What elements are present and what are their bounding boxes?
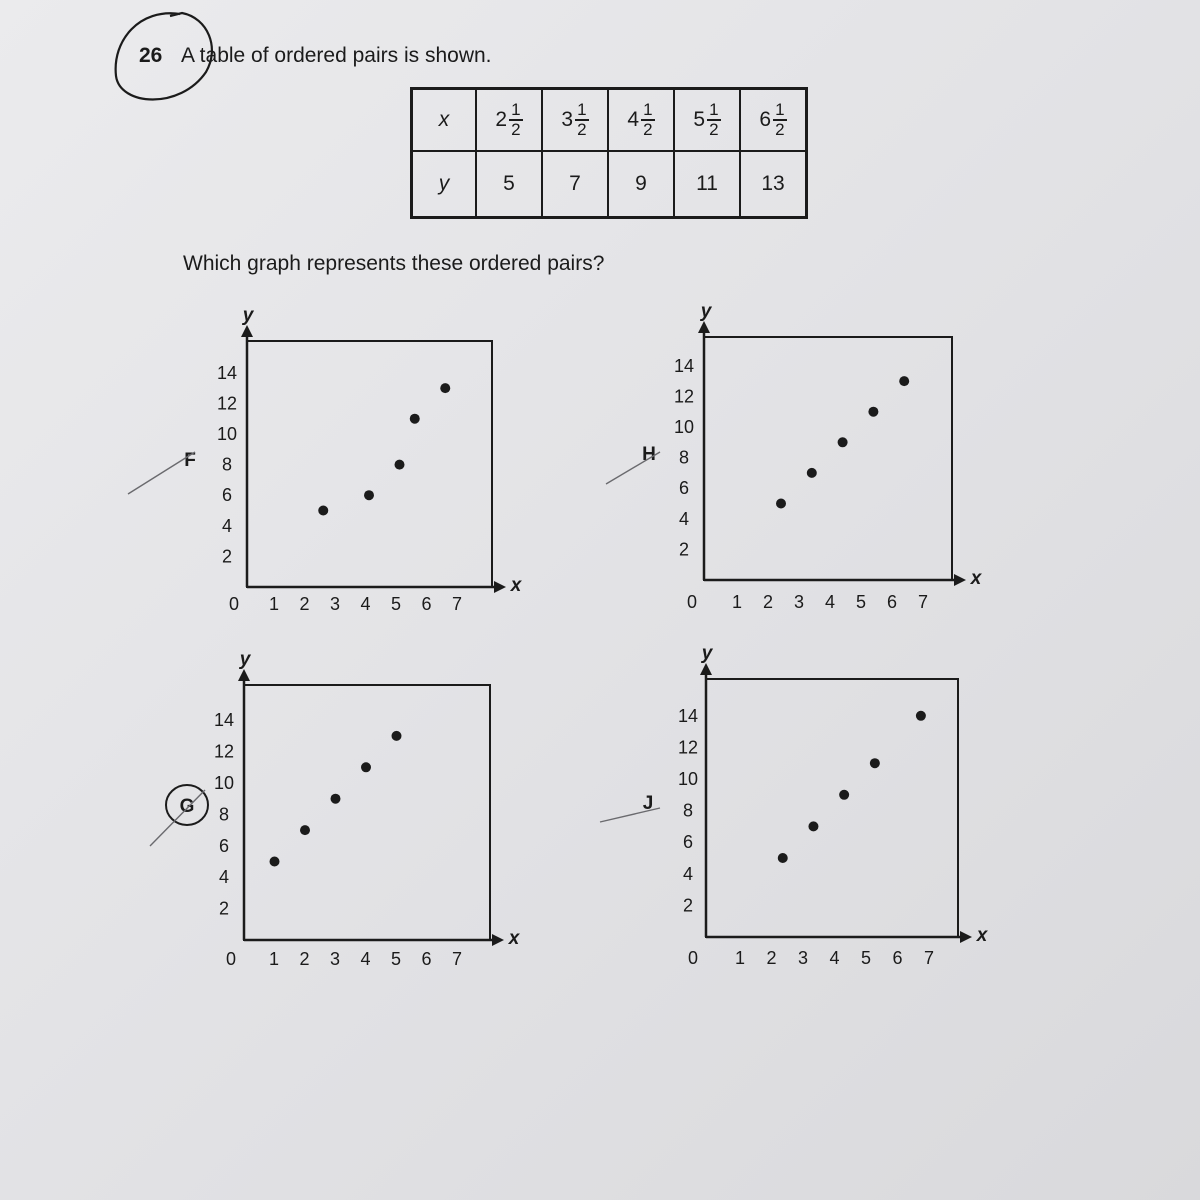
x-axis-arrow (954, 574, 966, 586)
pencil-mark (606, 452, 660, 484)
question-prompt: Which graph represents these ordered pairs? (183, 252, 605, 275)
data-point (868, 407, 878, 417)
data-point (916, 711, 926, 721)
data-point (364, 490, 374, 500)
x-tick-label: 7 (451, 949, 463, 969)
x-axis-arrow (492, 934, 504, 946)
y-tick-label: 2 (218, 898, 230, 919)
question-number: 26 (139, 44, 163, 67)
x-axis-label: x (510, 575, 522, 596)
plot-frame (244, 685, 490, 940)
y-axis-arrow (238, 669, 250, 681)
y-axis-label: y (239, 649, 251, 670)
data-point (300, 825, 310, 835)
x-tick-label: 4 (829, 948, 840, 968)
x-tick-label: 3 (797, 948, 809, 968)
x-value: 5 $\frac{1}{2}$ (674, 89, 740, 152)
y-value: 9 (608, 151, 674, 218)
y-axis-label: y (701, 643, 713, 664)
x-tick-label: 3 (329, 594, 341, 614)
graph-option-g (150, 649, 521, 969)
question-text: A table of ordered pairs is shown. (181, 44, 492, 67)
graph-option-f (128, 305, 523, 614)
y-tick-label: 6 (218, 835, 230, 856)
x-tick-label: 5 (860, 948, 872, 968)
pencil-mark (128, 452, 195, 494)
x-tick-label: 5 (855, 592, 867, 612)
data-point (778, 853, 788, 863)
plot-frame (247, 341, 492, 587)
x-header: x (412, 89, 477, 152)
data-point (440, 383, 450, 393)
origin-label: 0 (686, 592, 698, 612)
y-value: 13 (740, 151, 807, 218)
x-tick-label: 1 (268, 949, 280, 969)
x-axis-label: x (970, 568, 982, 589)
option-letter: G (179, 796, 195, 817)
y-header: y (412, 151, 477, 218)
y-tick-label: 2 (221, 546, 233, 567)
x-tick-label: 6 (421, 949, 432, 969)
y-tick-label: 8 (221, 454, 233, 475)
y-tick-label: 10 (216, 424, 238, 444)
data-point (318, 506, 328, 516)
origin-label: 0 (687, 948, 699, 968)
x-tick-label: 3 (793, 592, 805, 612)
option-letter: J (642, 793, 654, 814)
x-tick-label: 7 (917, 592, 929, 612)
y-tick-label: 12 (673, 386, 695, 407)
data-point (395, 460, 405, 470)
x-axis-arrow (960, 931, 972, 943)
graph-option-h (606, 301, 983, 612)
y-axis-arrow (700, 663, 712, 675)
x-tick-label: 6 (421, 594, 432, 614)
y-axis-arrow (241, 325, 253, 337)
y-tick-label: 14 (677, 705, 699, 726)
graph-option-j (600, 643, 989, 968)
y-tick-label: 4 (221, 515, 233, 536)
y-tick-label: 10 (673, 417, 695, 437)
x-tick-label: 4 (360, 949, 371, 969)
data-point (361, 762, 371, 772)
option-letter: F (184, 450, 196, 471)
y-value: 7 (542, 151, 608, 218)
x-value: 4 $\frac{1}{2}$ (608, 89, 674, 152)
x-tick-label: 4 (360, 594, 371, 614)
data-point (870, 758, 880, 768)
y-tick-label: 4 (678, 508, 690, 529)
y-tick-label: 2 (678, 539, 690, 560)
y-tick-label: 10 (213, 773, 235, 793)
x-tick-label: 6 (886, 592, 898, 612)
y-tick-label: 14 (216, 362, 238, 383)
y-tick-label: 4 (682, 863, 694, 884)
data-point (410, 414, 420, 424)
pencil-mark (600, 808, 660, 822)
data-point (838, 437, 848, 447)
y-tick-label: 12 (677, 737, 699, 758)
x-tick-label: 1 (268, 594, 280, 614)
y-value: 11 (674, 151, 740, 218)
x-tick-label: 5 (390, 949, 402, 969)
x-axis-label: x (508, 928, 520, 949)
plot-frame (704, 337, 952, 580)
x-tick-label: 3 (329, 949, 341, 969)
data-point (807, 468, 817, 478)
y-tick-label: 8 (218, 804, 230, 825)
x-tick-label: 2 (762, 592, 774, 612)
y-tick-label: 10 (677, 769, 699, 789)
y-tick-label: 6 (221, 485, 233, 506)
y-tick-label: 12 (216, 393, 238, 414)
x-tick-label: 1 (731, 592, 743, 612)
y-axis-arrow (698, 321, 710, 333)
y-tick-label: 12 (213, 741, 235, 762)
y-tick-label: 8 (682, 800, 694, 821)
x-value: 3 $\frac{1}{2}$ (542, 89, 608, 152)
data-point (270, 857, 280, 867)
y-value: 5 (476, 151, 542, 218)
pencil-mark (150, 790, 205, 846)
y-tick-label: 8 (678, 447, 690, 468)
data-point (839, 790, 849, 800)
origin-label: 0 (225, 949, 237, 969)
x-value: 2 $\frac{1}{2}$ (476, 89, 542, 152)
x-tick-label: 2 (299, 949, 310, 969)
x-tick-label: 2 (299, 594, 310, 614)
y-tick-label: 14 (673, 355, 695, 376)
x-tick-label: 4 (824, 592, 836, 612)
x-tick-label: 2 (766, 948, 777, 968)
y-tick-label: 6 (682, 832, 694, 853)
data-point (392, 731, 402, 741)
data-point (899, 376, 909, 386)
y-axis-label: y (700, 301, 712, 322)
x-tick-label: 1 (734, 948, 746, 968)
y-tick-label: 14 (213, 710, 235, 731)
x-tick-label: 5 (390, 594, 402, 614)
data-point (808, 821, 818, 831)
y-tick-label: 6 (678, 478, 690, 499)
data-point (331, 794, 341, 804)
x-tick-label: 6 (892, 948, 903, 968)
x-axis-arrow (494, 581, 506, 593)
y-tick-label: 2 (682, 895, 694, 916)
x-tick-label: 7 (923, 948, 935, 968)
origin-label: 0 (228, 594, 240, 614)
data-point (776, 499, 786, 509)
y-axis-label: y (242, 305, 254, 326)
option-letter: H (642, 444, 656, 465)
x-axis-label: x (976, 925, 988, 946)
x-value: 6 $\frac{1}{2}$ (740, 89, 807, 152)
x-tick-label: 7 (451, 594, 463, 614)
y-tick-label: 4 (218, 867, 230, 888)
